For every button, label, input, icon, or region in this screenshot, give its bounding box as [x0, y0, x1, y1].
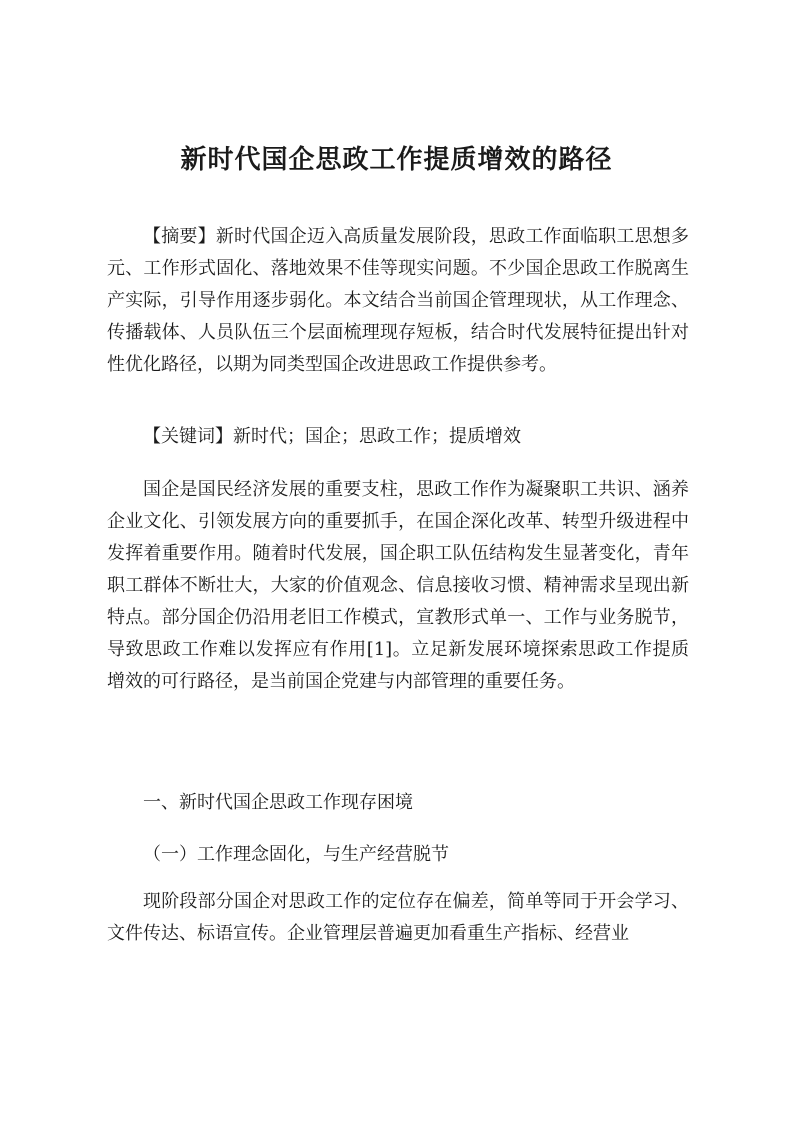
document-title: 新时代国企思政工作提质增效的路径: [180, 145, 613, 175]
subsection-heading: （一）工作理念固化，与生产经营脱节: [143, 844, 449, 865]
keywords-text: 新时代；国企；思政工作；提质增效: [233, 426, 521, 447]
intro-paragraph: 国企是国民经济发展的重要支柱，思政工作作为凝聚职工共识、涵养企业文化、引领发展方向的重要抓手，在国企深化改革、转型升级进程中发挥着重要作用。随着时代发展，国企职工队伍结构发生显著变化，青年职工群体不断壮大，大家的价值观念、信息接收习惯、精神需求呈现出新特点。部分国企仍沿用老旧工作模式，宣教形式单一、工作与业务脱节，导致思政工作难以发挥应有作用[1]。立足新发展环境探索思政工作提质增效的可行路径，是当前国企党建与内部管理的重要任务。: [107, 479, 689, 692]
abstract-label: 【摘要】: [143, 226, 216, 247]
abstract-text: 新时代国企迈入高质量发展阶段，思政工作面临职工思想多元、工作形式固化、落地效果不佳等现实问题。不少国企思政工作脱离生产实际，引导作用逐步弱化。本文结合当前国企管理现状，从工作理念、传播载体、人员队伍三个层面梳理现存短板，结合时代发展特征提出针对性优化路径，以期为同类型国企改进思政工作提供参考。: [107, 226, 689, 375]
body-paragraph: 现阶段部分国企对思政工作的定位存在偏差，简单等同于开会学习、文件传达、标语宣传。企业管理层普遍更加看重生产指标、经营业: [107, 891, 689, 944]
abstract-paragraph: [107, 221, 689, 381]
keywords-label: 【关键词】: [143, 426, 233, 447]
keywords-paragraph: [107, 421, 689, 453]
section-heading: 一、新时代国企思政工作现存困境: [143, 792, 413, 813]
